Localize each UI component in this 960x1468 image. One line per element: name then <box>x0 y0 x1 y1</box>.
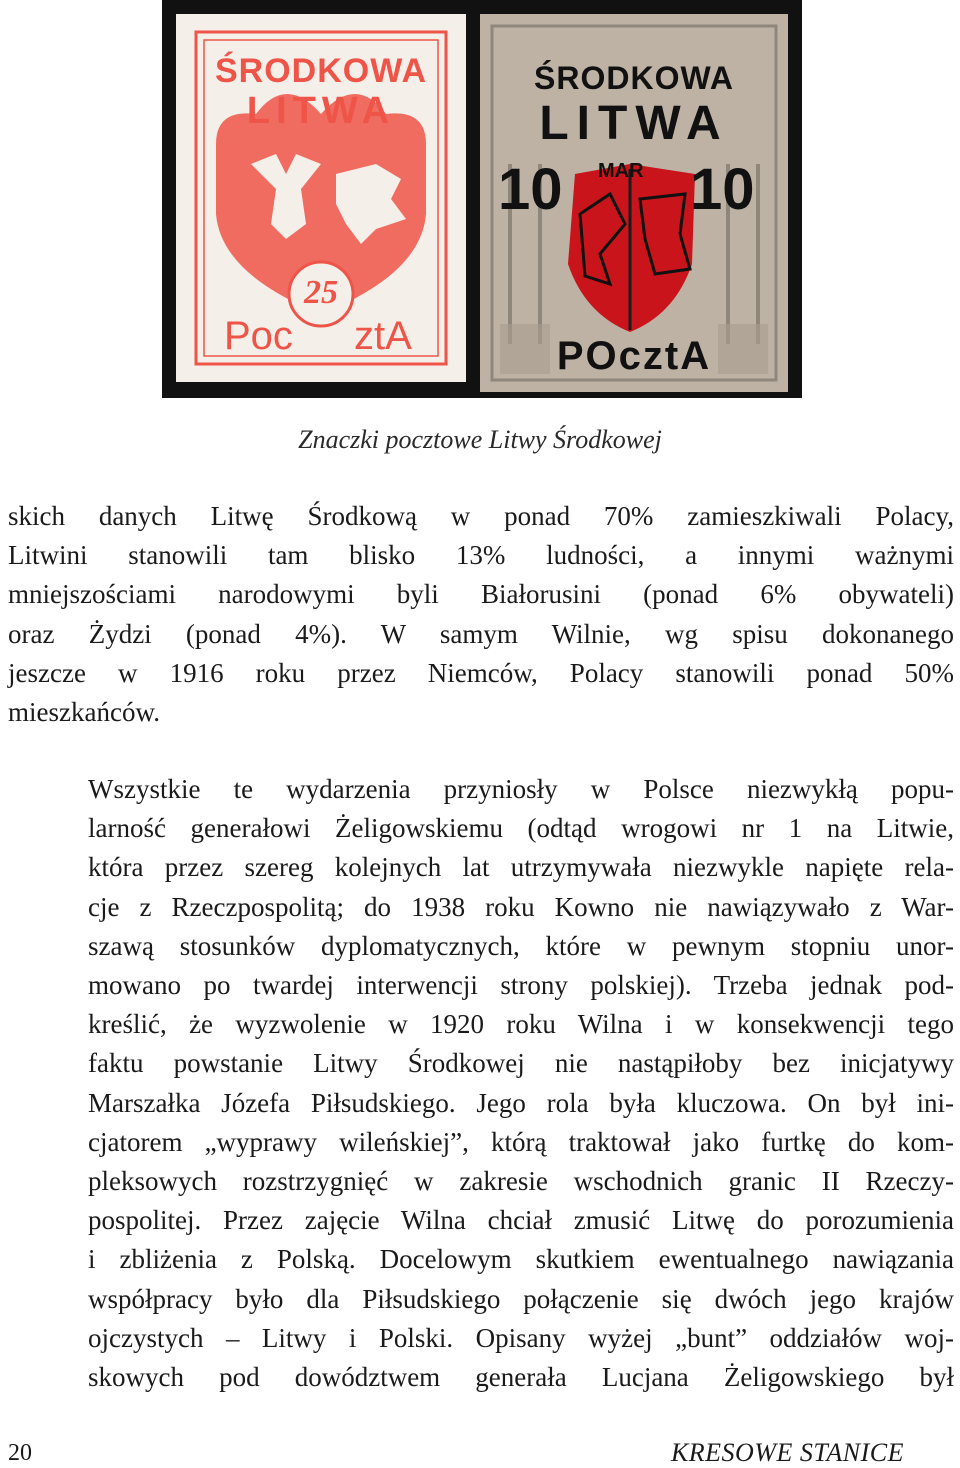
paragraph-1 <box>8 497 954 732</box>
paragraph-line: skich danych Litwę Środkową w ponad 70% zamieszkiwali Polacy, <box>8 501 954 531</box>
paragraph-line: Marszałka Józefa Piłsudskiego. Jego rola była kluczowa. On był ini- <box>88 1087 954 1118</box>
paragraph-line: mieszkańców. <box>8 697 160 728</box>
paragraph-line: mniejszościami narodowymi byli Białorusini (ponad 6% obywateli) <box>8 579 954 610</box>
paragraph-line: ojczystych – Litwy i Polski. Opisany wyżej „bunt” oddziałów woj- <box>88 1322 954 1353</box>
paragraph-line: cje z Rzeczpospolitą; do 1938 roku Kowno nie nawiązywało z War- <box>88 891 954 922</box>
paragraph-line: i zbliżenia z Polską. Docelowym skutkiem ewentualnego nawiązania <box>88 1244 954 1275</box>
stamp-right-surcharge-right: 10 <box>690 157 755 222</box>
stamp-right-country: LITWA <box>539 97 729 150</box>
paragraph-line: jeszcze w 1916 roku przez Niemców, Polacy stanowili ponad 50% <box>8 657 954 688</box>
paragraph-2 <box>8 770 954 1397</box>
paragraph-line: pleksowych rozstrzygnięć w zakresie wschodnich granic II Rzeczy- <box>88 1166 954 1197</box>
publication-title: KRESOWE STANICE <box>670 1438 904 1467</box>
paragraph-line: współpracy było dla Piłsudskiego połączenie się dwóch jego krajów <box>88 1283 954 1314</box>
paragraph-line: faktu powstanie Litwy Środkowej nie nastąpiłoby bez inicjatywy <box>88 1048 954 1079</box>
paragraph-line: kreślić, że wyzwolenie w 1920 roku Wilna i w konsekwencji tego <box>88 1009 954 1040</box>
paragraph-line: larność generałowi Żeligowskiemu (odtąd wrogowi nr 1 na Litwie, <box>88 813 954 844</box>
stamp-left-value: 25 <box>304 274 338 311</box>
paragraph-line: Litwini stanowili tam blisko 13% ludności, a innymi ważnymi <box>8 540 954 571</box>
stamp-left-top-text: ŚRODKOWA <box>215 52 427 90</box>
stamp-left-bottom-left: Poc <box>224 314 293 358</box>
paragraph-line: skowych pod dowództwem generała Lucjana Żeligowskiego był <box>88 1362 954 1393</box>
stamp-left <box>176 14 466 382</box>
stamp-right-bottom: POcztA <box>556 334 712 378</box>
stamps-photo <box>162 0 802 398</box>
paragraph-line: szawą stosunków dyplomatycznych, które w pewnym stopniu unor- <box>88 930 954 961</box>
page-number: 20 <box>8 1440 32 1466</box>
stamp-right-surcharge-left: 10 <box>498 157 563 222</box>
paragraph-line: oraz Żydzi (ponad 4%). W samym Wilnie, wg spisu dokonanego <box>8 618 954 649</box>
stamp-right <box>480 14 788 392</box>
paragraph-line: pospolitej. Przez zajęcie Wilna chciał zmusić Litwę do porozumienia <box>88 1205 954 1236</box>
stamp-left-bottom-right: ztA <box>354 314 412 358</box>
paragraph-line: cjatorem „wyprawy wileńskiej”, którą traktował jako furtkę do kom- <box>88 1126 954 1157</box>
figure-caption: Znaczki pocztowe Litwy Środkowej <box>298 425 662 454</box>
stamp-right-overprint-small: MAR <box>598 160 644 182</box>
paragraph-line: która przez szereg kolejnych lat utrzymywała niezwykle napięte rela- <box>88 852 954 883</box>
paragraph-line: mowano po twardej interwencji strony polskiej). Trzeba jednak pod- <box>88 970 954 1001</box>
stamp-left-country: LITWA <box>246 90 396 132</box>
stamp-right-top-text: ŚRODKOWA <box>534 60 734 96</box>
paragraph-line: Wszystkie te wydarzenia przyniosły w Polsce niezwykłą popu- <box>88 774 954 804</box>
